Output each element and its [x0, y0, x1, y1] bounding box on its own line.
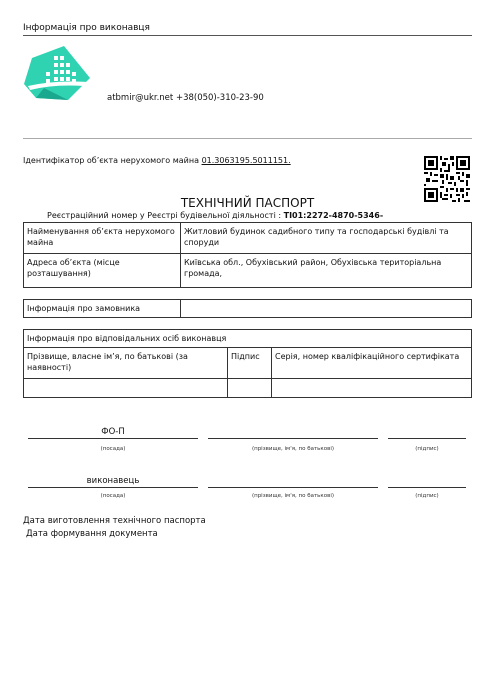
table-row: [24, 223, 472, 254]
registry-number-label: Реєстраційний номер у Реєстрі будівельної діяльності :: [47, 211, 282, 220]
property-identifier-label: Ідентифікатор об’єкта нерухомого майна: [23, 156, 200, 165]
section-divider: [23, 138, 472, 139]
table-cell-value: [181, 300, 472, 318]
signature-line-name: [208, 438, 378, 439]
table-row: [24, 254, 472, 288]
table-row: [24, 300, 472, 318]
passport-made-date-label: Дата виготовлення технічного паспорта: [23, 516, 206, 526]
signature-line-name: [208, 487, 378, 488]
table-header: Інформація про відповідальних осіб виконавця: [24, 330, 472, 348]
contact-info: atbmir@ukr.net +38(050)-310-23-90: [107, 93, 264, 103]
company-logo-icon: [24, 44, 90, 100]
caption-name: (прізвище, ім'я, по батькові): [251, 493, 335, 499]
signature-role-label: ФО-П: [101, 427, 125, 437]
column-header-certificate: Серія, номер кваліфікаційного сертифіката: [272, 348, 472, 379]
table-cell-value: Житловий будинок садибного типу та господарські будівлі та споруди: [181, 223, 472, 254]
column-header-name: Прізвище, власне ім’я, по батькові (за наявності): [24, 348, 228, 379]
table-cell-empty: [228, 379, 272, 398]
table-cell-empty: [272, 379, 472, 398]
table-cell-label: Інформація про замовника: [24, 300, 181, 318]
customer-info-table: [23, 299, 472, 318]
table-row: [24, 348, 472, 379]
document-formed-date-label: Дата формування документа: [26, 529, 158, 539]
registry-number: [47, 211, 383, 220]
document-title: ТЕХНІЧНИЙ ПАСПОРТ: [180, 196, 315, 210]
responsible-persons-table: [23, 329, 472, 398]
table-cell-label: Найменування об’єкта нерухомого майна: [24, 223, 181, 254]
table-row: [24, 379, 472, 398]
column-header-signature: Підпис: [228, 348, 272, 379]
signature-role-label: виконавець: [86, 476, 140, 486]
property-identifier-value: 01.3063195.5011151.: [201, 156, 291, 165]
object-info-table: [23, 222, 472, 288]
property-identifier: [23, 156, 291, 165]
table-cell-empty: [24, 379, 228, 398]
table-row: [24, 330, 472, 348]
caption-position: (посада): [100, 446, 126, 452]
caption-signature: (підпис): [415, 493, 439, 499]
section-title-contractor: Інформація про виконавця: [23, 23, 150, 33]
signature-line-position: [28, 487, 198, 488]
caption-name: (прізвище, ім'я, по батькові): [251, 446, 335, 452]
caption-signature: (підпис): [415, 446, 439, 452]
signature-line-sign: [388, 487, 466, 488]
signature-line-position: [28, 438, 198, 439]
header-divider: [23, 35, 472, 36]
registry-number-value: ТІ01:2272-4870-5346-: [283, 211, 384, 220]
caption-position: (посада): [100, 493, 126, 499]
table-cell-value: Київська обл., Обухівський район, Обухівська територіальна громада,: [181, 254, 472, 288]
signature-line-sign: [388, 438, 466, 439]
table-cell-label: Адреса об’єкта (місце розташування): [24, 254, 181, 288]
